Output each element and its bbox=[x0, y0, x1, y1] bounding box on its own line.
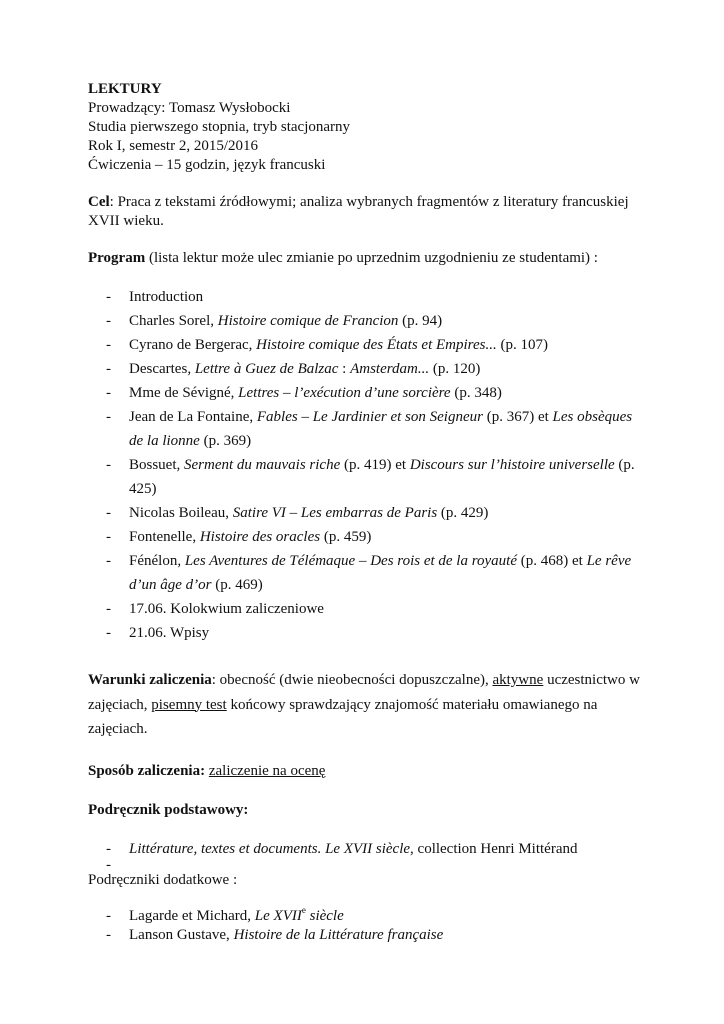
document-page bbox=[88, 80, 648, 945]
list-dash: - bbox=[106, 289, 111, 305]
course-line: Ćwiczenia – 15 godzin, język francuski bbox=[88, 157, 326, 173]
list-item-text: (p. 107) bbox=[496, 337, 548, 353]
list-item bbox=[88, 501, 648, 525]
list-item-text: (p. 468) et bbox=[517, 553, 587, 569]
list-item bbox=[88, 285, 648, 309]
list-item-text: Satire VI – Les embarras de Paris bbox=[232, 505, 438, 521]
method-paragraph bbox=[88, 762, 648, 781]
header-block bbox=[88, 80, 648, 175]
list-item-text: Fables – Le Jardinier et son Seigneur bbox=[256, 409, 483, 425]
list-item-text: (p. 419) et bbox=[340, 457, 410, 473]
list-item bbox=[88, 357, 648, 381]
textbook-list bbox=[88, 840, 648, 859]
list-dash: - bbox=[106, 529, 111, 545]
list-item-text: (p. 429) bbox=[437, 505, 489, 521]
conditions-underlined-2: pisemny test bbox=[151, 696, 227, 713]
program-heading bbox=[88, 249, 648, 268]
conditions-underlined-1: aktywne bbox=[492, 672, 544, 688]
list-item-text: Cyrano de Bergerac, bbox=[129, 337, 257, 353]
program-label: Program bbox=[88, 250, 146, 266]
extra-list bbox=[88, 904, 648, 945]
list-item-text: Fontenelle, bbox=[129, 529, 200, 545]
goal-text: : Praca z tekstami źródłowymi; analiza wybranych fragmentów z literatury francuskiej XVII wieku. bbox=[88, 194, 629, 229]
list-item-text: e bbox=[301, 904, 306, 915]
list-dash: - bbox=[106, 337, 111, 353]
list-item-text: Introduction bbox=[129, 289, 204, 305]
list-item-text: (p. 425) bbox=[129, 457, 635, 497]
list-dash: - bbox=[106, 385, 111, 401]
list-item-text: (p. 94) bbox=[398, 313, 443, 329]
list-dash: - bbox=[106, 505, 111, 521]
conditions-paragraph bbox=[88, 668, 648, 742]
list-item-text: , collection Henri Mittérand bbox=[410, 840, 578, 857]
list-item-text: Fénélon bbox=[129, 553, 178, 569]
conditions-label: Warunki zaliczenia bbox=[88, 672, 212, 688]
list-item-text: Mme de Sévigné, bbox=[129, 385, 239, 401]
list-item-text: (p. 369) bbox=[199, 433, 252, 449]
list-item-text: Amsterdam... bbox=[350, 361, 430, 377]
list-item-text: Les obsèques de la lionne bbox=[129, 409, 633, 449]
list-item-text: Nicolas Boileau, bbox=[129, 505, 233, 521]
program-list bbox=[88, 285, 648, 645]
list-dash: - bbox=[106, 409, 111, 425]
list-item-text: Histoire comique des États et Empires... bbox=[256, 337, 497, 353]
list-dash: - bbox=[106, 625, 111, 641]
goal-label: Cel bbox=[88, 194, 110, 210]
list-dash: - bbox=[106, 907, 111, 924]
list-item-text: Discours sur l’histoire universelle bbox=[409, 457, 615, 473]
list-item-text: Charles Sorel, bbox=[129, 313, 218, 329]
list-dash: - bbox=[106, 926, 111, 943]
list-item-text: (p. 348) bbox=[450, 385, 502, 401]
list-item bbox=[88, 453, 648, 501]
list-item-text: (p. 469) bbox=[211, 577, 263, 593]
list-item bbox=[88, 333, 648, 357]
list-item bbox=[88, 926, 648, 945]
textbook-heading: Podręcznik podstawowy: bbox=[88, 801, 249, 818]
list-item-text: (p. 367) et bbox=[482, 409, 553, 425]
list-item-text: Histoire de la Littérature française bbox=[233, 926, 444, 943]
list-item-text: 21.06. Wpisy bbox=[129, 625, 210, 641]
list-item-text: Histoire des oracles bbox=[199, 529, 321, 545]
list-item-text: Jean de La Fontaine, bbox=[129, 409, 257, 425]
list-item-text: Lagarde et Michard, bbox=[129, 907, 255, 924]
list-item-text: siècle bbox=[305, 907, 344, 924]
list-item-text: (p. 120) bbox=[429, 361, 481, 377]
list-item-text: Bossuet bbox=[129, 457, 177, 473]
list-item bbox=[88, 549, 648, 597]
goal-paragraph bbox=[88, 193, 648, 231]
list-dash: - bbox=[106, 601, 111, 617]
program-note: (lista lektur może ulec zmianie po uprzednim uzgodnieniu ze studentami) : bbox=[145, 250, 598, 266]
list-item-text: , Serment du mauvais riche bbox=[176, 457, 341, 473]
list-item-text: : bbox=[338, 361, 351, 377]
list-item-text: Lanson Gustave, bbox=[129, 926, 234, 943]
document-title: LEKTURY bbox=[88, 81, 162, 97]
list-item bbox=[88, 840, 648, 859]
method-value: zaliczenie na ocenę bbox=[208, 762, 326, 779]
conditions-text-2: uczestnictwo w zajęciach, bbox=[88, 672, 640, 713]
list-item-text: Histoire comique de Francion bbox=[217, 313, 399, 329]
loose-dash: - bbox=[106, 856, 111, 873]
list-item-text: , Lettre à Guez de Balzac bbox=[187, 361, 339, 377]
list-item-text: Descartes bbox=[129, 361, 188, 377]
list-item bbox=[88, 309, 648, 333]
list-dash: - bbox=[106, 457, 111, 473]
list-item bbox=[88, 904, 648, 926]
list-dash: - bbox=[106, 313, 111, 329]
list-dash: - bbox=[106, 361, 111, 377]
list-dash: - bbox=[106, 553, 111, 569]
list-item bbox=[88, 621, 648, 645]
list-item-text: Littérature, textes et documents. Le XVII siècle bbox=[129, 840, 411, 857]
list-item-text: (p. 459) bbox=[320, 529, 372, 545]
list-item-text: 17.06. Kolokwium zaliczeniowe bbox=[129, 601, 324, 617]
list-item bbox=[88, 525, 648, 549]
conditions-text-1: : obecność (dwie nieobecności dopuszczalne), bbox=[211, 672, 493, 688]
method-label: Sposób zaliczenia: bbox=[88, 762, 206, 779]
list-item-text: Lettres – l’exécution d’une sorcière bbox=[238, 385, 451, 401]
list-item-text: , Les Aventures de Télémaque – Des rois et de la royauté bbox=[177, 553, 517, 569]
study-line: Studia pierwszego stopnia, tryb stacjonarny bbox=[88, 119, 351, 135]
year-line: Rok I, semestr 2, 2015/2016 bbox=[88, 138, 258, 154]
list-item bbox=[88, 597, 648, 621]
list-item-text: Le XVII bbox=[254, 907, 302, 924]
extra-heading: Podręczniki dodatkowe : bbox=[88, 871, 238, 888]
lecturer-line: Prowadzący: Tomasz Wysłobocki bbox=[88, 100, 291, 116]
list-item-text: Le rêve d’un âge d’or bbox=[129, 553, 632, 593]
conditions-text-3: końcowy sprawdzający znajomość materiału omawianego na zajęciach. bbox=[88, 696, 598, 737]
list-item bbox=[88, 405, 648, 453]
list-dash: - bbox=[106, 840, 111, 857]
list-item bbox=[88, 381, 648, 405]
